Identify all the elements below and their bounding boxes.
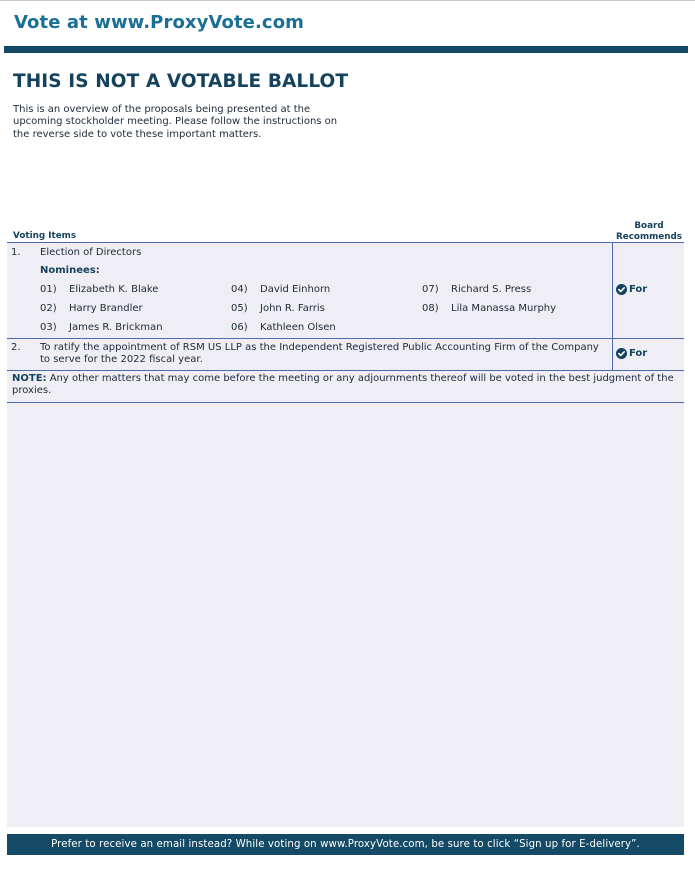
nominee-number: 01) [40, 284, 57, 295]
nominee-name: Kathleen Olsen [260, 322, 336, 333]
row-divider [7, 370, 684, 371]
recommendation-label: For [629, 348, 648, 359]
nominee-name: John R. Farris [260, 303, 325, 314]
nominee-name: Elizabeth K. Blake [69, 284, 159, 295]
note-text: Any other matters that may come before the meeting or any adjournments thereof will be voted in the best judgment of the proxies. [12, 373, 674, 397]
footer-banner: Prefer to receive an email instead? While voting on www.ProxyVote.com, be sure to click “Sign up for E-delivery”. [7, 834, 684, 855]
voting-items-label: Voting Items [13, 231, 77, 241]
item2-number: 2. [11, 342, 21, 353]
item1-title: Election of Directors [40, 247, 142, 258]
row-divider [7, 338, 684, 339]
item1-number: 1. [11, 247, 21, 258]
nominee-number: 06) [231, 322, 248, 333]
header-bar [4, 46, 688, 53]
nominee-number: 08) [422, 303, 439, 314]
nominee-number: 03) [40, 322, 57, 333]
board-recommends-label: Board Recommends [615, 221, 683, 242]
table-top-rule [7, 242, 684, 243]
item2-recommendation [616, 348, 647, 359]
header-title: Vote at www.ProxyVote.com [14, 12, 305, 33]
check-circle-icon [616, 348, 627, 359]
item2-text: To ratify the appointment of RSM US LLP as the Independent Registered Public Accounting Firm of the Company to serve for the 2022 fiscal year. [40, 342, 599, 366]
check-circle-icon [616, 284, 627, 295]
nominee-name: David Einhorn [260, 284, 331, 295]
nominee-number: 04) [231, 284, 248, 295]
note-label: NOTE: [12, 373, 47, 384]
nominees-label: Nominees: [40, 265, 100, 276]
nominee-number: 07) [422, 284, 439, 295]
recommend-column-divider [612, 242, 613, 371]
intro-text: This is an overview of the proposals being presented at the upcoming stockholder meeting. Please follow the instructions on the reverse side to vote these important matters. [13, 104, 338, 140]
nominee-name: Harry Brandler [69, 303, 143, 314]
recommendation-label: For [629, 284, 648, 295]
nominee-number: 02) [40, 303, 57, 314]
nominee-name: Richard S. Press [451, 284, 532, 295]
nominee-name: Lila Manassa Murphy [451, 303, 557, 314]
note [12, 373, 676, 398]
blank-panel [7, 403, 684, 827]
top-border [0, 0, 695, 1]
page-title: THIS IS NOT A VOTABLE BALLOT [13, 71, 349, 92]
nominee-number: 05) [231, 303, 248, 314]
nominee-name: James R. Brickman [69, 322, 163, 333]
item1-recommendation [616, 284, 647, 295]
